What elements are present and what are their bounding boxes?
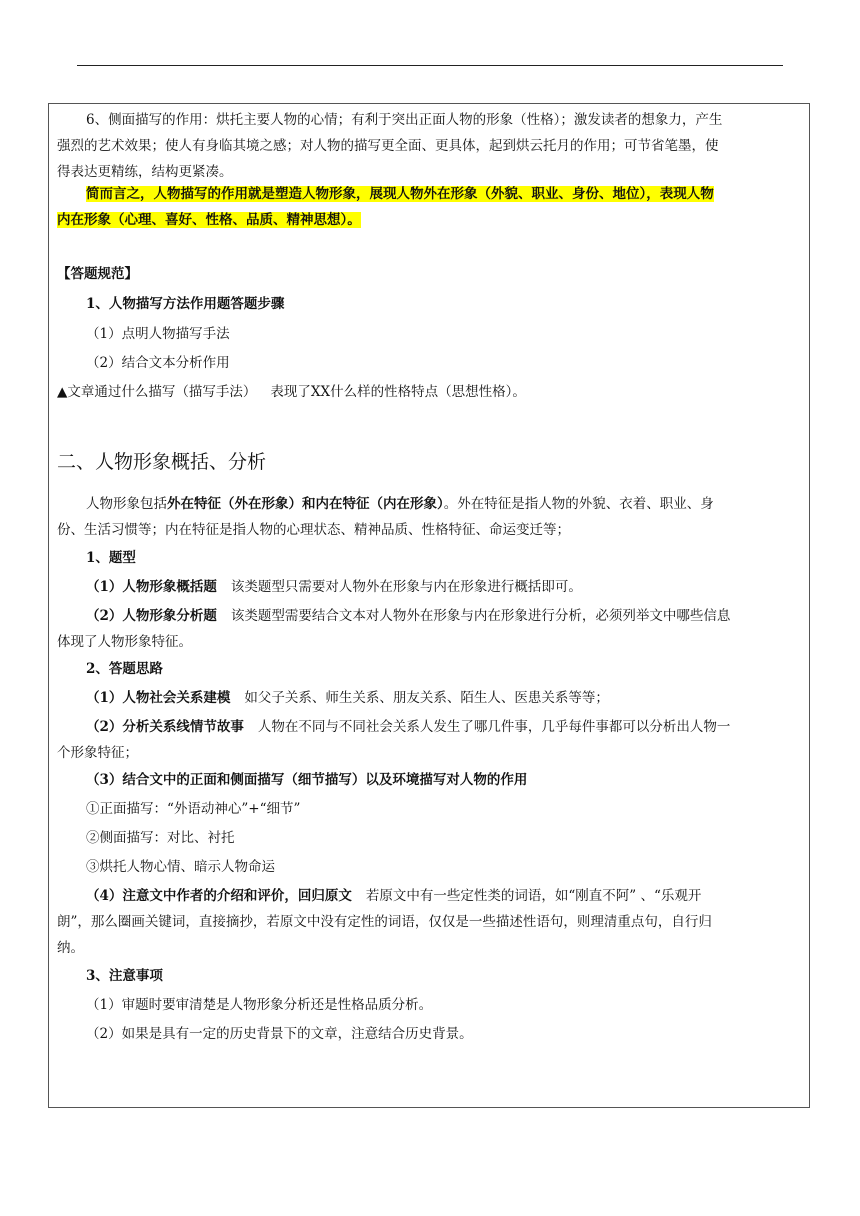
para-6-line-2: 强烈的艺术效果；使人有身临其境之感；对人物的描写更全面、更具体，起到烘云托月的作用；可节省笔墨，使 [57,138,719,154]
answer-template-a: ▲文章通过什么描写（描写手法） [57,384,257,400]
approach-2 [57,714,807,740]
intro-text-bold: 外在特征（外在形象）和内在特征（内在形象） [167,496,444,512]
type-1 [57,574,807,600]
summary-highlight-2: 内在形象（心理、喜好、性格、品质、精神思想）。 [57,212,361,228]
type-1-label: （1）人物形象概括题 [86,579,217,595]
header-rule [77,65,783,66]
approach-3-item-3: ③烘托人物心情、暗示人物命运 [86,859,275,875]
summary-line-2 [57,207,807,233]
approach-4-end: 纳。 [57,940,84,956]
intro-text-c: 。外在特征是指人物的外貌、衣着、职业、身 [443,496,714,512]
approach-1-label: （1）人物社会关系建模 [86,690,231,706]
approach-4 [57,883,807,909]
summary-line-1 [57,181,807,207]
para-6-line-1: 6、侧面描写的作用：烘托主要人物的心情；有利于突出正面人物的形象（性格）；激发读者的想象力，产生 [86,112,723,128]
approach-3-item-2: ②侧面描写：对比、衬托 [86,830,235,846]
approach-3-label: （3）结合文中的正面和侧面描写（细节描写）以及环境描写对人物的作用 [86,772,528,788]
type-2-continued: 体现了人物形象特征。 [57,634,192,650]
type-2 [57,603,807,629]
answer-step-2: （2）结合文本分析作用 [86,355,230,371]
approach-title: 2、答题思路 [86,661,163,677]
approach-2-text: 人物在不同与不同社会关系人发生了哪几件事，几乎每件事都可以分析出人物一 [257,719,731,735]
answer-template [57,379,807,405]
para-6-line-3: 得表达更精练，结构更紧凑。 [57,164,233,180]
note-2: （2）如果是具有一定的历史背景下的文章，注意结合历史背景。 [86,1026,473,1042]
approach-3-item-1: ①正面描写：“外语动神心”+“细节” [86,801,301,817]
section-intro-line-1 [57,491,807,517]
answer-step-1: （1）点明人物描写手法 [86,326,230,342]
approach-2-label: （2）分析关系线情节故事 [86,719,244,735]
answer-template-b: 表现了XX什么样的性格特点（思想性格）。 [270,384,526,400]
approach-2-continued: 个形象特征； [57,745,138,761]
section-intro-line-2: 份、生活习惯等；内在特征是指人物的心理状态、精神品质、性格特征、命运变迁等； [57,522,570,538]
section-heading: 二、人物形象概括、分析 [57,451,267,473]
summary-highlight-1: 简而言之，人物描写的作用就是塑造人物形象，展现人物外在形象（外貌、职业、身份、地位），表现人物 [86,186,714,202]
type-2-label: （2）人物形象分析题 [86,608,217,624]
approach-4-text: 若原文中有一些定性类的词语，如“刚直不阿” 、“乐观开 [365,888,702,904]
approach-1 [57,685,807,711]
types-title: 1、题型 [86,550,136,566]
answer-norm-header: 【答题规范】 [57,266,138,282]
notes-title: 3、注意事项 [86,968,163,984]
answer-step-title: 1、人物描写方法作用题答题步骤 [86,296,285,312]
intro-text-a: 人物形象包括 [86,496,167,512]
approach-1-text: 如父子关系、师生关系、朋友关系、陌生人、医患关系等等； [244,690,609,706]
approach-4-continued: 朗”，那么圈画关键词，直接摘抄，若原文中没有定性的词语，仅仅是一些描述性语句，则理清重点句，自行归 [57,914,712,930]
note-1: （1）审题时要审清楚是人物形象分析还是性格品质分析。 [86,997,433,1013]
type-1-text: 该类题型只需要对人物外在形象与内在形象进行概括即可。 [230,579,582,595]
type-2-text: 该类题型需要结合文本对人物外在形象与内在形象进行分析，必须列举文中哪些信息 [230,608,731,624]
approach-4-label: （4）注意文中作者的介绍和评价，回归原文 [86,888,352,904]
